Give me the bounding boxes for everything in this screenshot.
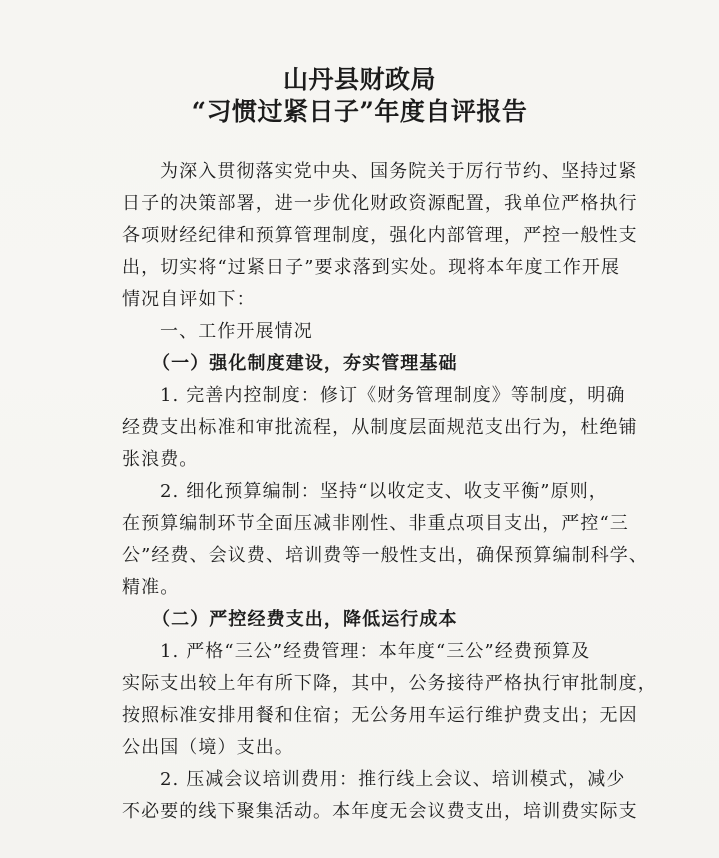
body-paragraph-line: 公出国（境）支出。: [122, 737, 294, 758]
report-title-line-2: “习惯过紧日子”年度自评报告: [191, 97, 528, 126]
body-paragraph-line: 公”经费、会议费、培训费等一般性支出，确保预算编制科学、: [122, 545, 648, 566]
body-paragraph-line: 各项财经纪律和预算管理制度，强化内部管理，严控一般性支: [122, 225, 638, 246]
report-title-line-1: 山丹县财政局: [282, 65, 436, 94]
body-paragraph-line: 按照标准安排用餐和住宿；无公务用车运行维护费支出；无因: [122, 705, 638, 726]
subsection-heading: （一）强化制度建设，夯实管理基础: [152, 353, 458, 374]
body-paragraph-line: 实际支出较上年有所下降，其中，公务接待严格执行审批制度，: [122, 673, 657, 694]
body-paragraph-line: 张浪费。: [122, 449, 199, 470]
body-paragraph-line: 出，切实将“过紧日子”要求落到实处。现将本年度工作开展: [122, 257, 621, 278]
body-paragraph-line: 1. 严格“三公”经费管理：本年度“三公”经费预算及: [160, 641, 591, 662]
section-heading: 一、工作开展情况: [160, 321, 313, 342]
body-paragraph-line: 为深入贯彻落实党中央、国务院关于厉行节约、坚持过紧: [160, 161, 638, 182]
body-paragraph-line: 1. 完善内控制度：修订《财务管理制度》等制度，明确: [160, 385, 626, 406]
body-paragraph-line: 日子的决策部署，进一步优化财政资源配置，我单位严格执行: [122, 193, 638, 214]
body-paragraph-line: 精准。: [122, 577, 180, 598]
body-paragraph-line: 2. 压减会议培训费用：推行线上会议、培训模式，减少: [160, 769, 626, 790]
subsection-heading: （二）严控经费支出，降低运行成本: [152, 609, 458, 630]
body-paragraph-line: 不必要的线下聚集活动。本年度无会议费支出，培训费实际支: [122, 801, 638, 822]
body-paragraph-line: 情况自评如下：: [122, 289, 256, 310]
body-paragraph-line: 2. 细化预算编制：坚持“以收定支、收支平衡”原则，: [160, 481, 608, 502]
body-paragraph-line: 经费支出标准和审批流程，从制度层面规范支出行为，杜绝铺: [122, 417, 638, 438]
body-paragraph-line: 在预算编制环节全面压减非刚性、非重点项目支出，严控“三: [122, 513, 629, 534]
